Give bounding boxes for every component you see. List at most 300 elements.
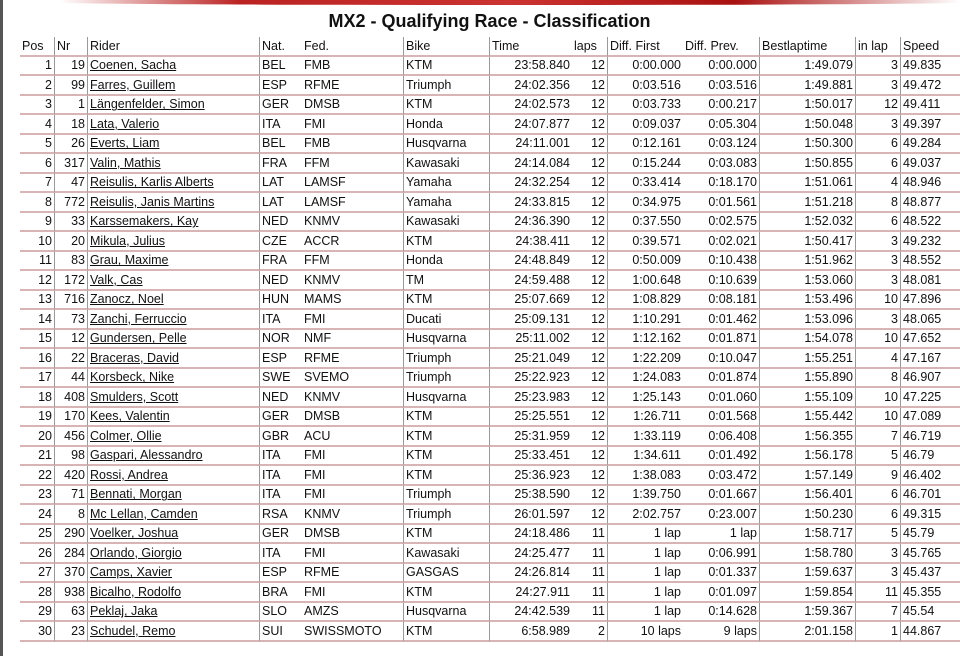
cell-rider [88, 193, 260, 213]
cell-bike: Husqvarna [404, 330, 490, 350]
cell-laps: 12 [572, 310, 608, 330]
cell-in-lap: 3 [856, 564, 901, 584]
cell-bike: KTM [404, 96, 490, 116]
cell-bestlaptime: 1:51.061 [760, 174, 856, 194]
cell-diff-prev: 1 lap [683, 525, 760, 545]
cell-rider [88, 96, 260, 116]
cell-speed: 46.79 [901, 447, 960, 467]
rider-link[interactable]: Gaspari, Alessandro [90, 448, 203, 463]
cell-in-lap: 6 [856, 154, 901, 174]
table-row [20, 369, 960, 389]
table-row [20, 427, 960, 447]
cell-in-lap: 6 [856, 135, 901, 155]
cell-speed: 49.284 [901, 135, 960, 155]
cell-speed: 45.765 [901, 544, 960, 564]
cell-bestlaptime: 1:50.048 [760, 115, 856, 135]
cell-diff-prev: 0:18.170 [683, 174, 760, 194]
cell-laps: 12 [572, 330, 608, 350]
cell-time: 25:11.002 [490, 330, 572, 350]
cell-laps: 12 [572, 135, 608, 155]
rider-link[interactable]: Längenfelder, Simon [90, 97, 205, 112]
window-edge [0, 0, 3, 656]
cell-speed: 48.877 [901, 193, 960, 213]
cell-speed: 48.081 [901, 271, 960, 291]
cell-diff-prev: 0:06.991 [683, 544, 760, 564]
cell-diff-first: 1:33.119 [608, 427, 683, 447]
cell-nat: GBR [260, 427, 302, 447]
cell-fed: FMI [302, 544, 404, 564]
cell-bike: Yamaha [404, 193, 490, 213]
cell-diff-prev: 0:01.462 [683, 310, 760, 330]
cell-time: 25:23.983 [490, 388, 572, 408]
cell-nat: ESP [260, 349, 302, 369]
table-row [20, 115, 960, 135]
cell-bestlaptime: 1:56.355 [760, 427, 856, 447]
cell-time: 24:02.356 [490, 76, 572, 96]
cell-diff-first: 2:02.757 [608, 505, 683, 525]
cell-nr: 716 [55, 291, 88, 311]
cell-bestlaptime: 1:51.218 [760, 193, 856, 213]
cell-rider [88, 583, 260, 603]
cell-bike: KTM [404, 408, 490, 428]
cell-rider [88, 330, 260, 350]
cell-speed: 49.037 [901, 154, 960, 174]
cell-nr: 317 [55, 154, 88, 174]
cell-diff-first: 1:25.143 [608, 388, 683, 408]
cell-nat: ITA [260, 115, 302, 135]
cell-bestlaptime: 1:54.078 [760, 330, 856, 350]
cell-diff-prev: 0:01.097 [683, 583, 760, 603]
cell-fed: KNMV [302, 388, 404, 408]
cell-in-lap: 1 [856, 622, 901, 642]
cell-rider [88, 447, 260, 467]
cell-laps: 11 [572, 603, 608, 623]
cell-nat: LAT [260, 193, 302, 213]
rider-link[interactable]: Rossi, Andrea [90, 467, 168, 482]
cell-nat: ITA [260, 310, 302, 330]
cell-diff-first: 10 laps [608, 622, 683, 642]
cell-bestlaptime: 1:56.178 [760, 447, 856, 467]
cell-rider [88, 271, 260, 291]
cell-rider [88, 135, 260, 155]
cell-in-lap: 3 [856, 76, 901, 96]
cell-in-lap: 6 [856, 213, 901, 233]
header-bike: Bike [404, 37, 490, 57]
rider-link[interactable]: Zanocz, Noel [90, 292, 164, 307]
cell-speed: 48.946 [901, 174, 960, 194]
cell-speed: 49.232 [901, 232, 960, 252]
cell-nat: ITA [260, 486, 302, 506]
cell-pos: 4 [20, 115, 55, 135]
header-time: Time [490, 37, 572, 57]
cell-time: 25:09.131 [490, 310, 572, 330]
cell-fed: FMI [302, 466, 404, 486]
cell-nr: 18 [55, 115, 88, 135]
cell-pos: 28 [20, 583, 55, 603]
rider-link[interactable]: Mikula, Julius [90, 233, 166, 248]
cell-speed: 47.652 [901, 330, 960, 350]
cell-bike: Kawasaki [404, 154, 490, 174]
cell-diff-prev: 0:02.021 [683, 232, 760, 252]
cell-bestlaptime: 1:58.717 [760, 525, 856, 545]
cell-time: 25:31.959 [490, 427, 572, 447]
cell-diff-first: 0:34.975 [608, 193, 683, 213]
cell-diff-first: 1:08.829 [608, 291, 683, 311]
cell-pos: 17 [20, 369, 55, 389]
cell-diff-prev: 0:01.337 [683, 564, 760, 584]
cell-nr: 98 [55, 447, 88, 467]
rider-link[interactable]: Colmer, Ollie [90, 428, 162, 443]
cell-in-lap: 9 [856, 466, 901, 486]
cell-laps: 12 [572, 466, 608, 486]
header-nat: Nat. [260, 37, 302, 57]
cell-fed: FFM [302, 252, 404, 272]
cell-bestlaptime: 1:55.109 [760, 388, 856, 408]
cell-rider [88, 466, 260, 486]
cell-diff-prev: 0:10.047 [683, 349, 760, 369]
cell-pos: 19 [20, 408, 55, 428]
cell-in-lap: 4 [856, 349, 901, 369]
header-diff-first: Diff. First [608, 37, 683, 57]
cell-bike: Kawasaki [404, 213, 490, 233]
table-row [20, 76, 960, 96]
cell-pos: 3 [20, 96, 55, 116]
cell-nr: 99 [55, 76, 88, 96]
cell-time: 24:14.084 [490, 154, 572, 174]
header-speed: Speed [901, 37, 960, 57]
cell-diff-first: 1:22.209 [608, 349, 683, 369]
cell-laps: 12 [572, 349, 608, 369]
cell-fed: SWISSMOTO [302, 622, 404, 642]
cell-nat: GER [260, 525, 302, 545]
cell-bestlaptime: 1:58.780 [760, 544, 856, 564]
cell-time: 24:25.477 [490, 544, 572, 564]
cell-diff-first: 0:03.733 [608, 96, 683, 116]
cell-diff-prev: 0:03.472 [683, 466, 760, 486]
cell-laps: 12 [572, 369, 608, 389]
cell-rider [88, 57, 260, 77]
cell-in-lap: 8 [856, 193, 901, 213]
rider-link[interactable]: Valk, Cas [90, 272, 143, 287]
cell-laps: 11 [572, 544, 608, 564]
cell-nr: 47 [55, 174, 88, 194]
rider-link[interactable]: Coenen, Sacha [90, 58, 177, 73]
cell-rider [88, 369, 260, 389]
cell-pos: 7 [20, 174, 55, 194]
rider-link[interactable]: Bennati, Morgan [90, 487, 182, 502]
cell-in-lap: 7 [856, 427, 901, 447]
cell-nat: ITA [260, 447, 302, 467]
cell-laps: 12 [572, 232, 608, 252]
cell-rider [88, 408, 260, 428]
cell-diff-first: 0:39.571 [608, 232, 683, 252]
cell-nr: 8 [55, 505, 88, 525]
cell-pos: 25 [20, 525, 55, 545]
table-row [20, 291, 960, 311]
rider-link[interactable]: Farres, Guillem [90, 77, 176, 92]
cell-diff-prev: 0:05.304 [683, 115, 760, 135]
cell-bike: Husqvarna [404, 603, 490, 623]
rider-link[interactable]: Schudel, Remo [90, 623, 176, 638]
table-row [20, 271, 960, 291]
cell-diff-prev: 0:23.007 [683, 505, 760, 525]
cell-nat: SLO [260, 603, 302, 623]
cell-nat: HUN [260, 291, 302, 311]
cell-speed: 46.719 [901, 427, 960, 447]
cell-in-lap: 3 [856, 310, 901, 330]
cell-diff-prev: 0:00.000 [683, 57, 760, 77]
cell-nr: 12 [55, 330, 88, 350]
rider-link[interactable]: Gundersen, Pelle [90, 331, 187, 346]
cell-bestlaptime: 1:52.032 [760, 213, 856, 233]
cell-diff-prev: 0:06.408 [683, 427, 760, 447]
cell-diff-prev: 0:01.561 [683, 193, 760, 213]
cell-time: 24:07.877 [490, 115, 572, 135]
cell-nr: 19 [55, 57, 88, 77]
cell-time: 25:21.049 [490, 349, 572, 369]
cell-laps: 12 [572, 388, 608, 408]
cell-pos: 2 [20, 76, 55, 96]
cell-bestlaptime: 1:53.096 [760, 310, 856, 330]
rider-link[interactable]: Reisulis, Janis Martins [90, 194, 215, 209]
cell-nr: 420 [55, 466, 88, 486]
table-row [20, 505, 960, 525]
cell-nr: 44 [55, 369, 88, 389]
cell-laps: 2 [572, 622, 608, 642]
cell-bestlaptime: 1:51.962 [760, 252, 856, 272]
cell-rider [88, 310, 260, 330]
cell-diff-first: 1:12.162 [608, 330, 683, 350]
cell-in-lap: 11 [856, 583, 901, 603]
rider-link[interactable]: Reisulis, Karlis Alberts [90, 175, 214, 190]
rider-link[interactable]: Orlando, Giorgio [90, 545, 182, 560]
table-row [20, 388, 960, 408]
cell-diff-prev: 0:01.568 [683, 408, 760, 428]
cell-diff-first: 0:50.009 [608, 252, 683, 272]
cell-speed: 45.54 [901, 603, 960, 623]
cell-laps: 11 [572, 525, 608, 545]
table-row [20, 252, 960, 272]
rider-link[interactable]: Karssemakers, Kay [90, 214, 199, 229]
cell-diff-first: 1:34.611 [608, 447, 683, 467]
cell-speed: 49.315 [901, 505, 960, 525]
cell-laps: 12 [572, 96, 608, 116]
cell-time: 24:32.254 [490, 174, 572, 194]
cell-time: 24:26.814 [490, 564, 572, 584]
cell-bike: Honda [404, 252, 490, 272]
cell-bike: KTM [404, 232, 490, 252]
cell-nr: 1 [55, 96, 88, 116]
cell-bike: Kawasaki [404, 544, 490, 564]
cell-nat: NED [260, 213, 302, 233]
cell-speed: 48.552 [901, 252, 960, 272]
cell-speed: 44.867 [901, 622, 960, 642]
cell-bike: KTM [404, 525, 490, 545]
rider-link[interactable]: Kees, Valentin [90, 409, 170, 424]
cell-time: 25:22.923 [490, 369, 572, 389]
rider-link[interactable]: Grau, Maxime [90, 253, 169, 268]
cell-rider [88, 622, 260, 642]
cell-pos: 15 [20, 330, 55, 350]
cell-time: 25:07.669 [490, 291, 572, 311]
cell-time: 23:58.840 [490, 57, 572, 77]
cell-rider [88, 388, 260, 408]
cell-bike: Ducati [404, 310, 490, 330]
cell-speed: 47.225 [901, 388, 960, 408]
cell-time: 24:11.001 [490, 135, 572, 155]
cell-nat: LAT [260, 174, 302, 194]
cell-fed: KNMV [302, 271, 404, 291]
rider-link[interactable]: Bicalho, Rodolfo [90, 584, 182, 599]
cell-rider [88, 349, 260, 369]
cell-nat: ITA [260, 466, 302, 486]
rider-link[interactable]: Smulders, Scott [90, 389, 179, 404]
cell-laps: 12 [572, 76, 608, 96]
cell-nat: RSA [260, 505, 302, 525]
cell-laps: 12 [572, 57, 608, 77]
cell-pos: 12 [20, 271, 55, 291]
header-laps: laps [572, 37, 608, 57]
cell-bestlaptime: 1:53.496 [760, 291, 856, 311]
table-row [20, 135, 960, 155]
cell-time: 24:48.849 [490, 252, 572, 272]
cell-pos: 22 [20, 466, 55, 486]
cell-nat: ESP [260, 564, 302, 584]
cell-diff-first: 1 lap [608, 564, 683, 584]
cell-speed: 46.701 [901, 486, 960, 506]
table-row [20, 213, 960, 233]
cell-bike: Husqvarna [404, 388, 490, 408]
rider-link[interactable]: Lata, Valerio [90, 116, 160, 131]
table-row [20, 466, 960, 486]
cell-nr: 71 [55, 486, 88, 506]
rider-link[interactable]: Mc Lellan, Camden [90, 506, 198, 521]
cell-fed: FMI [302, 115, 404, 135]
cell-rider [88, 291, 260, 311]
cell-in-lap: 3 [856, 115, 901, 135]
cell-bestlaptime: 1:50.017 [760, 96, 856, 116]
cell-bestlaptime: 1:59.637 [760, 564, 856, 584]
cell-bike: Triumph [404, 486, 490, 506]
cell-nr: 938 [55, 583, 88, 603]
cell-diff-first: 0:03.516 [608, 76, 683, 96]
cell-diff-first: 0:33.414 [608, 174, 683, 194]
cell-diff-first: 0:09.037 [608, 115, 683, 135]
cell-bike: Husqvarna [404, 135, 490, 155]
cell-nat: CZE [260, 232, 302, 252]
cell-time: 24:27.911 [490, 583, 572, 603]
cell-pos: 5 [20, 135, 55, 155]
cell-bestlaptime: 1:55.442 [760, 408, 856, 428]
cell-bike: GASGAS [404, 564, 490, 584]
rider-link[interactable]: Valin, Mathis [90, 155, 161, 170]
rider-link[interactable]: Everts, Liam [90, 136, 160, 151]
rider-link[interactable]: Korsbeck, Nike [90, 370, 175, 385]
cell-pos: 30 [20, 622, 55, 642]
cell-bestlaptime: 2:01.158 [760, 622, 856, 642]
cell-diff-first: 1:26.711 [608, 408, 683, 428]
cell-bestlaptime: 1:53.060 [760, 271, 856, 291]
cell-bike: KTM [404, 622, 490, 642]
cell-nr: 63 [55, 603, 88, 623]
cell-nr: 456 [55, 427, 88, 447]
cell-time: 6:58.989 [490, 622, 572, 642]
rider-link[interactable]: Peklaj, Jaka [90, 604, 158, 619]
cell-time: 25:25.551 [490, 408, 572, 428]
cell-bestlaptime: 1:50.855 [760, 154, 856, 174]
cell-nr: 284 [55, 544, 88, 564]
cell-pos: 21 [20, 447, 55, 467]
header-rider: Rider [88, 37, 260, 57]
cell-in-lap: 6 [856, 505, 901, 525]
cell-fed: RFME [302, 564, 404, 584]
table-row [20, 583, 960, 603]
cell-laps: 12 [572, 154, 608, 174]
cell-diff-first: 1:24.083 [608, 369, 683, 389]
cell-diff-first: 0:37.550 [608, 213, 683, 233]
cell-pos: 18 [20, 388, 55, 408]
cell-bestlaptime: 1:49.881 [760, 76, 856, 96]
header-fed: Fed. [302, 37, 404, 57]
cell-rider [88, 525, 260, 545]
cell-diff-prev: 0:10.639 [683, 271, 760, 291]
cell-fed: NMF [302, 330, 404, 350]
cell-nat: SUI [260, 622, 302, 642]
cell-rider [88, 213, 260, 233]
cell-pos: 9 [20, 213, 55, 233]
cell-nat: BRA [260, 583, 302, 603]
table-row [20, 564, 960, 584]
cell-nr: 370 [55, 564, 88, 584]
cell-nr: 772 [55, 193, 88, 213]
table-row [20, 330, 960, 350]
cell-fed: FMI [302, 447, 404, 467]
cell-laps: 11 [572, 564, 608, 584]
cell-bike: Honda [404, 115, 490, 135]
cell-in-lap: 5 [856, 447, 901, 467]
cell-diff-first: 1:38.083 [608, 466, 683, 486]
cell-bike: KTM [404, 427, 490, 447]
cell-pos: 16 [20, 349, 55, 369]
rider-link[interactable]: Zanchi, Ferruccio [90, 311, 187, 326]
cell-nat: FRA [260, 252, 302, 272]
cell-fed: ACCR [302, 232, 404, 252]
cell-fed: LAMSF [302, 193, 404, 213]
table-row [20, 154, 960, 174]
cell-nr: 172 [55, 271, 88, 291]
cell-fed: DMSB [302, 408, 404, 428]
rider-link[interactable]: Camps, Xavier [90, 565, 172, 580]
rider-link[interactable]: Braceras, David [90, 350, 179, 365]
header-bestlaptime: Bestlaptime [760, 37, 856, 57]
cell-nat: BEL [260, 135, 302, 155]
table-row [20, 603, 960, 623]
table-row [20, 486, 960, 506]
cell-time: 26:01.597 [490, 505, 572, 525]
cell-diff-first: 1:00.648 [608, 271, 683, 291]
table-row [20, 310, 960, 330]
cell-speed: 49.397 [901, 115, 960, 135]
cell-fed: FMI [302, 310, 404, 330]
cell-pos: 8 [20, 193, 55, 213]
table-row [20, 544, 960, 564]
cell-time: 24:02.573 [490, 96, 572, 116]
cell-nat: SWE [260, 369, 302, 389]
cell-speed: 48.065 [901, 310, 960, 330]
cell-fed: FFM [302, 154, 404, 174]
rider-link[interactable]: Voelker, Joshua [90, 526, 179, 541]
cell-bestlaptime: 1:50.417 [760, 232, 856, 252]
